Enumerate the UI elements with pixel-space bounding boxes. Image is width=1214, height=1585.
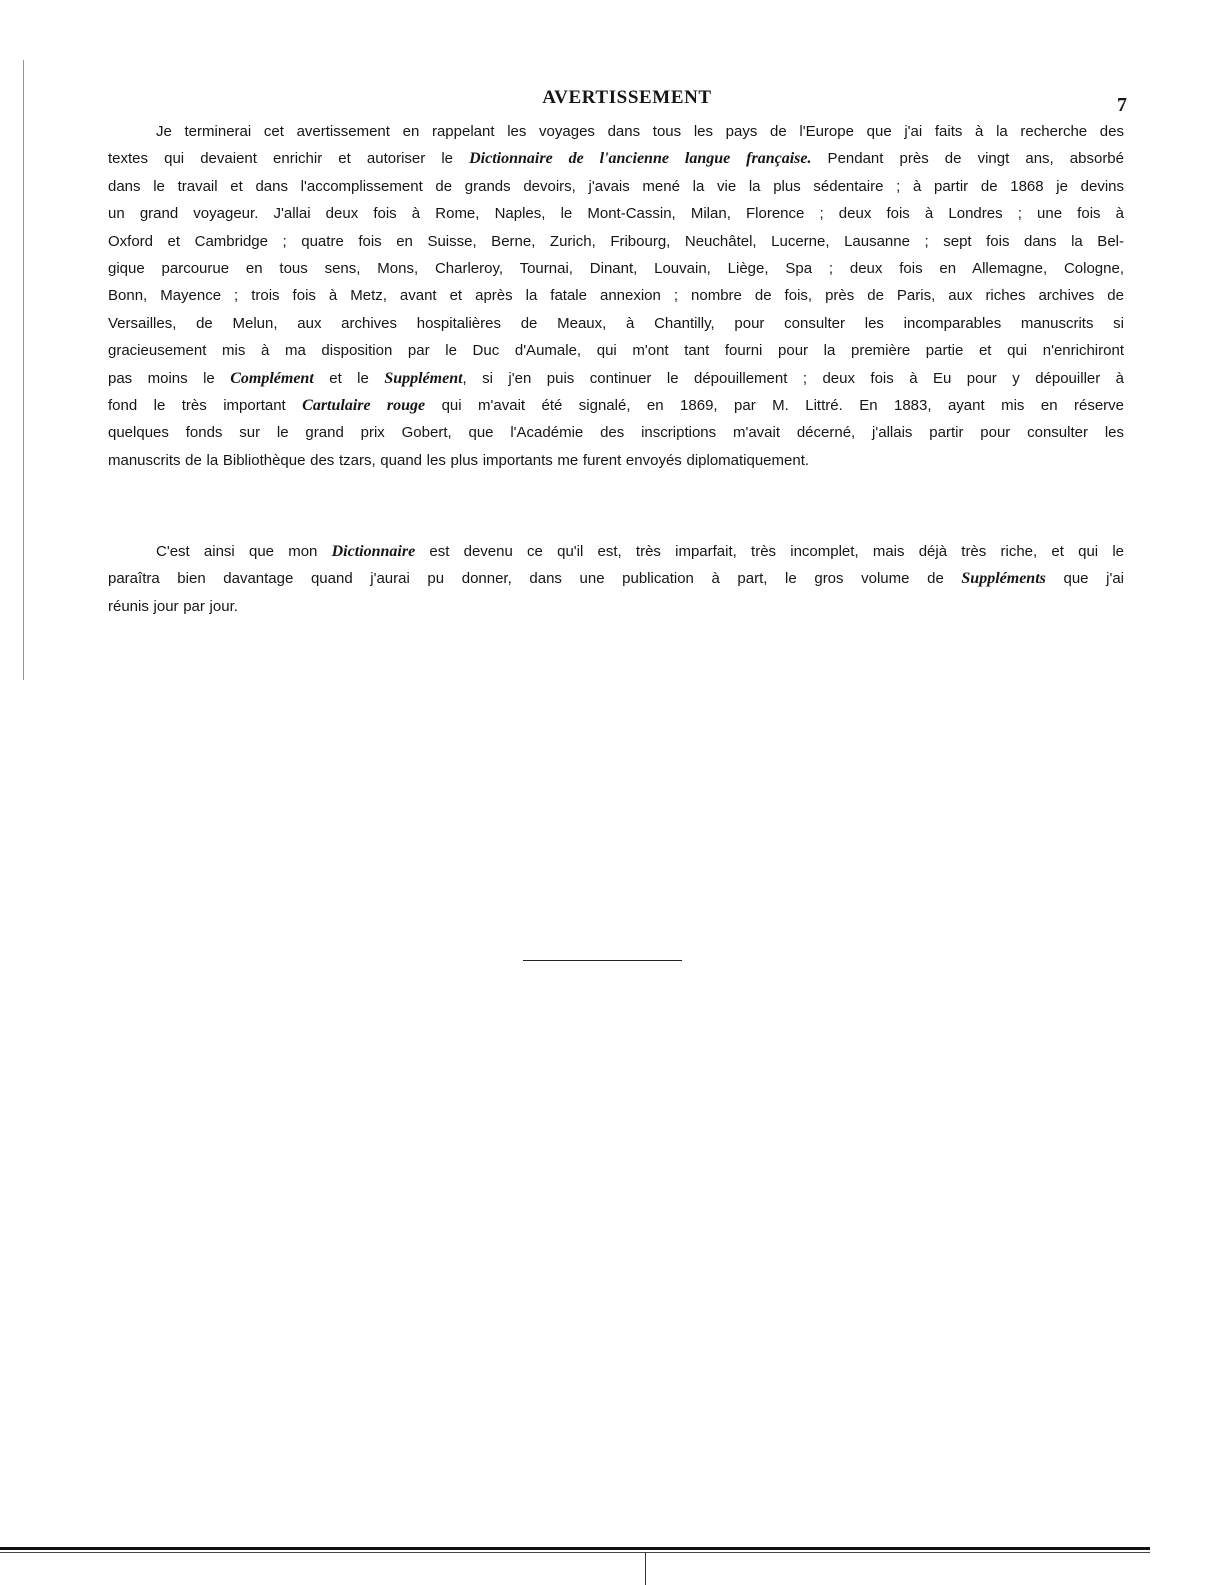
italic-title: Complément	[230, 369, 314, 387]
page-heading: AVERTISSEMENT	[542, 87, 712, 108]
italic-title: Dictionnaire	[331, 543, 416, 560]
text-line: Oxford et Cambridge ; quatre fois en Suisse, Berne, Zurich, Fribourg, Neuchâtel, Lucerne, Lausanne ; sept fois dans la Bel-	[108, 232, 1124, 250]
bottom-border-rule-thin	[0, 1552, 1150, 1553]
text-line: Je terminerai cet avertissement en rappelant les voyages dans tous les pays de l'Europe que j'ai faits à la recherche des	[156, 123, 1124, 140]
text-line: textes qui devaient enrichir et autoriser le Dictionnaire de l'ancienne langue française. Pendant près de vingt ans, absorbé	[108, 150, 1124, 168]
italic-title: Supplément	[384, 369, 463, 387]
text-line: un grand voyageur. J'allai deux fois à Rome, Naples, le Mont-Cassin, Milan, Florence ; deux fois à Londres ; une fois à	[108, 205, 1124, 223]
text-line: pas moins le Complément et le Supplément, si j'en puis continuer le dépouillement ; deux fois à Eu pour y dépouiller à	[108, 369, 1125, 387]
bottom-border-rule	[0, 1547, 1150, 1550]
paragraph-conclusion	[108, 538, 1124, 620]
text-line: dans le travail et dans l'accomplissement de grands devoirs, j'avais mené la vie la plus sédentaire ; à partir de 1868 je devins	[108, 177, 1124, 195]
text-line: quelques fonds sur le grand prix Gobert, que l'Académie des inscriptions m'avait décerné, j'allais partir pour consulter les	[108, 424, 1124, 442]
italic-title: Suppléments	[961, 570, 1046, 588]
paragraph-travels	[108, 118, 1124, 474]
bottom-fold-tick	[645, 1552, 646, 1585]
text-line: Bonn, Mayence ; trois fois à Metz, avant et après la fatale annexion ; nombre de fois, près de Paris, aux riches archives de	[108, 287, 1124, 305]
italic-title: Dictionnaire de l'ancienne langue française.	[469, 150, 812, 168]
section-separator-rule	[523, 960, 682, 961]
text-line: Versailles, de Melun, aux archives hospitalières de Meaux, à Chantilly, pour consulter les incomparables manuscrits si	[108, 314, 1124, 332]
text-line: fond le très important Cartulaire rouge qui m'avait été signalé, en 1869, par M. Littré. En 1883, ayant mis en réserve	[108, 397, 1125, 415]
text-line: C'est ainsi que mon Dictionnaire est devenu ce qu'il est, très imparfait, très incomplet, mais déjà très riche, et qui le	[156, 543, 1125, 560]
text-line: manuscrits de la Bibliothèque des tzars, quand les plus importants me furent envoyés diplomatiquement.	[108, 451, 810, 469]
italic-title: Cartulaire rouge	[302, 397, 426, 415]
scan-margin-line	[23, 60, 24, 680]
text-line: gracieusement mis à ma disposition par le Duc d'Aumale, qui m'ont tant fourni pour la première partie et qui n'enrichiront	[108, 342, 1124, 360]
text-line: paraîtra bien davantage quand j'aurai pu donner, dans une publication à part, le gros volume de Suppléments que j'ai	[108, 570, 1124, 588]
page-number: 7	[1117, 94, 1127, 116]
text-line: réunis jour par jour.	[108, 597, 238, 615]
text-line: gique parcourue en tous sens, Mons, Charleroy, Tournai, Dinant, Louvain, Liège, Spa ; deux fois en Allemagne, Cologne,	[108, 260, 1124, 278]
